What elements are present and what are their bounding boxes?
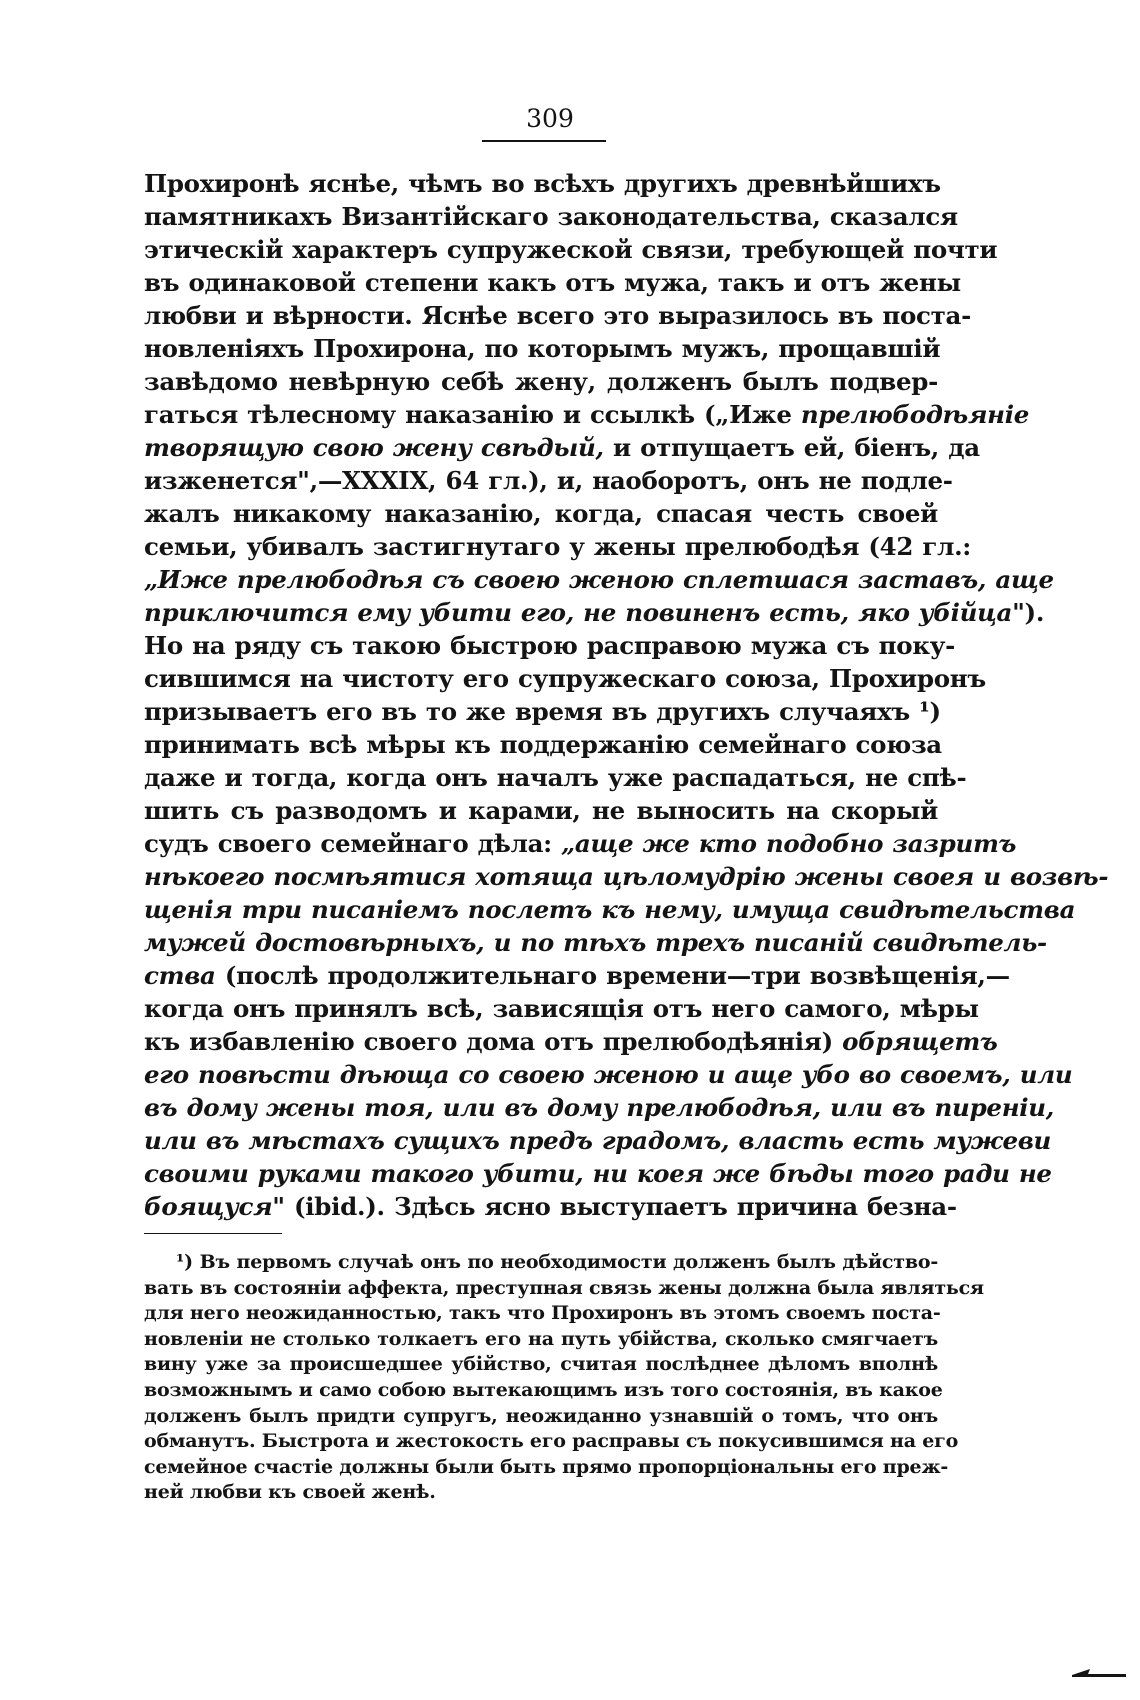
text-segment: даже и тогда, когда онъ началъ уже распадаться, не спѣ- (144, 763, 967, 792)
italic-quote-segment: ства (144, 961, 216, 990)
text-segment: памятникахъ Византійскаго законодательства, сказался (144, 202, 958, 231)
body-line (144, 959, 1010, 992)
body-line (144, 827, 1017, 860)
body-line (144, 431, 980, 464)
body-line (144, 596, 1045, 629)
body-line (144, 365, 938, 398)
italic-quote-segment: боящуся" (144, 1192, 285, 1221)
footnote-line: вать въ состояніи аффекта, преступная связь жены должна была являться (144, 1276, 984, 1299)
body-line (144, 200, 958, 233)
body-text (144, 167, 1109, 1223)
body-line (144, 1124, 1052, 1157)
body-line (144, 860, 1109, 893)
body-line (144, 497, 938, 530)
text-segment: сившимся на чистоту его супружескаго союза, Прохиронъ (144, 664, 986, 693)
footnote (144, 1250, 984, 1506)
body-line (144, 926, 1047, 959)
body-line (144, 398, 1030, 431)
body-line (144, 464, 953, 497)
text-segment: въ одинаковой степени какъ отъ мужа, такъ и отъ жены (144, 268, 961, 297)
body-line (144, 530, 972, 563)
text-segment: Прохиронѣ яснѣе, чѣмъ во всѣхъ другихъ древнѣйшихъ (144, 169, 941, 198)
text-segment: (ibid.). Здѣсь ясно выступаетъ причина безна- (284, 1192, 957, 1221)
body-line (144, 761, 967, 794)
text-segment: судъ своего семейнаго дѣла: (144, 829, 562, 858)
body-line (144, 695, 941, 728)
italic-quote-segment: прелюбодѣяніе (800, 400, 1030, 429)
text-segment: новленіяхъ Прохирона, по которымъ мужъ, прощавшій (144, 334, 941, 363)
italic-quote-segment: его повѣсти дѣюща со своею женою и аще убо во своемъ, или (144, 1060, 1073, 1089)
footnote-line: обманутъ. Быстрота и жестокость его расправы съ покусившимся на его (144, 1430, 959, 1453)
footnote-line: ¹) Въ первомъ случаѣ онъ по необходимости долженъ былъ дѣйство- (176, 1251, 938, 1273)
body-line (144, 629, 955, 662)
text-segment: (послѣ продолжительнаго времени—три возвѣщенія,— (215, 961, 1010, 990)
italic-quote-segment: „Иже прелюбодѣя съ своею женою сплетшася заставъ, аще (144, 565, 1054, 594)
italic-quote-segment: или въ мѣстахъ сущихъ предъ градомъ, власть есть мужеви (144, 1126, 1052, 1155)
body-line (144, 563, 1054, 596)
text-segment: гаться тѣлесному наказанію и ссылкѣ („Иже (144, 400, 801, 429)
italic-quote-segment: приключится ему убити его, не повиненъ есть, яко убійца (144, 598, 1013, 627)
footnote-divider (144, 1233, 282, 1234)
text-segment: любви и вѣрности. Яснѣе всего это выразилось въ поста- (144, 301, 971, 330)
text-segment: шить съ разводомъ и карами, не выносить на скорый (144, 796, 938, 825)
page-number: 309 (526, 104, 574, 133)
text-segment: когда онъ принялъ всѣ, зависящія отъ него самого, мѣры (144, 994, 979, 1023)
body-line (144, 1157, 1052, 1190)
footnote-line: долженъ былъ придти супругъ, неожиданно узнавшій о томъ, что онъ (144, 1404, 938, 1427)
body-line (144, 299, 971, 332)
body-line (144, 893, 1076, 926)
body-line (144, 233, 998, 266)
text-segment: жалъ никакому наказанію, когда, спасая честь своей (144, 499, 938, 528)
text-segment: призываетъ его въ то же время въ другихъ случаяхъ ¹) (144, 697, 941, 726)
body-line (144, 1058, 1073, 1091)
body-line (144, 1025, 998, 1058)
text-segment: этическій характеръ супружеской связи, требующей почти (144, 235, 998, 264)
text-segment: завѣдомо невѣрную себѣ жену, долженъ былъ подвер- (144, 367, 938, 396)
body-line (144, 167, 941, 200)
footnote-line: семейное счастіе должны были быть прямо пропорціональны его преж- (144, 1455, 949, 1478)
italic-quote-segment: „аще же кто подобно зазритъ (561, 829, 1017, 858)
footnote-line: для него неожиданностью, такъ что Прохиронъ въ этомъ своемъ поста- (144, 1302, 941, 1325)
body-line (144, 266, 961, 299)
text-segment: изженется",—XXXIX, 64 гл.), и, наоборотъ, онъ не подле- (144, 466, 953, 495)
footnote-line: вину уже за происшедшее убійство, считая послѣднее дѣломъ вполнѣ (144, 1353, 938, 1376)
text-segment: и отпущаетъ ей, біенъ, да (603, 433, 980, 462)
text-segment: къ избавленію своего дома отъ прелюбодѣянія) (144, 1027, 843, 1056)
footnote-line: возможнымъ и само собою вытекающимъ изъ того состоянія, въ какое (144, 1378, 943, 1401)
italic-quote-segment: обрящетъ (842, 1027, 998, 1056)
page-number-rule (482, 140, 606, 142)
italic-quote-segment: мужей достовѣрныхъ, и по тѣхъ трехъ писаній свидѣтель- (144, 928, 1047, 957)
italic-quote-segment: щенія три писаніемъ послетъ къ нему, имуща свидѣтельства (144, 895, 1076, 924)
arrow-mark-icon (1070, 1666, 1128, 1680)
body-line (144, 1190, 957, 1223)
text-segment: Но на ряду съ такою быстрою расправою мужа съ поку- (144, 631, 955, 660)
body-line (144, 992, 979, 1025)
italic-quote-segment: своими руками такого убити, ни коея же бѣды того ради не (144, 1159, 1052, 1188)
body-line (144, 332, 941, 365)
footnote-line: новленіи не столько толкаетъ его на путь убійства, сколько смягчаетъ (144, 1327, 938, 1350)
body-line (144, 662, 986, 695)
text-segment: принимать всѣ мѣры къ поддержанію семейнаго союза (144, 730, 942, 759)
body-line (144, 728, 942, 761)
italic-quote-segment: въ дому жены тоя, или въ дому прелюбодѣя, или въ пиреніи, (144, 1093, 1054, 1122)
body-line (144, 794, 938, 827)
text-segment: "). (1012, 598, 1045, 627)
body-line (144, 1091, 1054, 1124)
italic-quote-segment: нѣкоего посмѣятися хотяща цѣломудрію жены своея и возвѣ- (144, 862, 1109, 891)
footnote-line: ней любви къ своей женѣ. (144, 1481, 436, 1504)
italic-quote-segment: творящую свою жену свѣдый, (144, 433, 604, 462)
text-segment: семьи, убивалъ застигнутаго у жены прелюбодѣя (42 гл.: (144, 532, 972, 561)
